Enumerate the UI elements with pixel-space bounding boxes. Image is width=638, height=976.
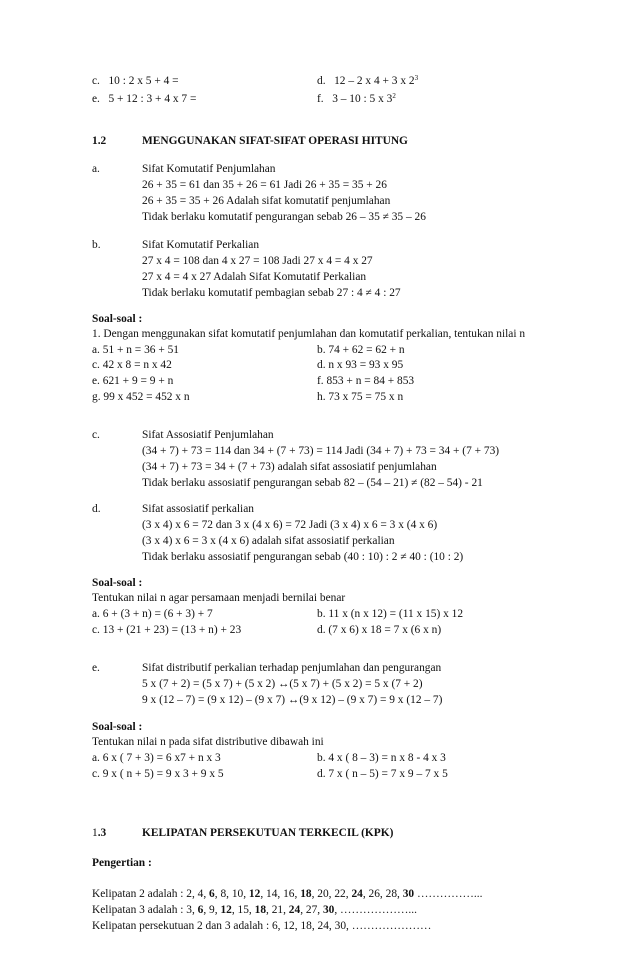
soal-heading: Soal-soal : xyxy=(92,313,143,325)
block-heading: Sifat Assosiatif Penjumlahan xyxy=(142,429,274,441)
exercise-c: c. 10 : 2 x 5 + 4 = xyxy=(92,75,179,87)
block-heading: Sifat distributif perkalian terhadap penjumlahan dan pengurangan xyxy=(142,662,442,674)
exercise-item: b. 11 x (n x 12) = (11 x 15) x 12 xyxy=(317,608,464,620)
exercise-item: d. (7 x 6) x 18 = 7 x (6 x n) xyxy=(317,624,442,636)
section-number: 1.2 xyxy=(92,135,107,147)
text-line: 5 x (7 + 2) = (5 x 7) + (5 x 2) ↔(5 x 7) + (5 x 2) = 5 x (7 + 2) xyxy=(142,678,423,690)
text-line: Tidak berlaku komutatif pengurangan sebab 26 – 35 ≠ 35 – 26 xyxy=(142,211,426,223)
text-line: Tidak berlaku assosiatif pengurangan sebab (40 : 10) : 2 ≠ 40 : (10 : 2) xyxy=(142,551,464,563)
exercise-item: b. 4 x ( 8 – 3) = n x 8 - 4 x 3 xyxy=(317,752,446,764)
block-label: a. xyxy=(92,163,100,175)
exercise-item: d. 7 x ( n – 5) = 7 x 9 – 7 x 5 xyxy=(317,768,448,780)
text-line: 27 x 4 = 4 x 27 Adalah Sifat Komutatif Perkalian xyxy=(142,271,367,283)
block-label: e. xyxy=(92,662,100,674)
text-line: (34 + 7) + 73 = 114 dan 34 + (7 + 73) = 114 Jadi (34 + 7) + 73 = 34 + (7 + 73) xyxy=(142,445,500,457)
soal-instruction: Tentukan nilai n pada sifat distributive dibawah ini xyxy=(92,736,324,748)
exercise-item: h. 73 x 75 = 75 x n xyxy=(317,391,404,403)
exercise-e: e. 5 + 12 : 3 + 4 x 7 = xyxy=(92,93,197,105)
exercise-item: c. 9 x ( n + 5) = 9 x 3 + 9 x 5 xyxy=(92,768,224,780)
block-label: c. xyxy=(92,429,100,441)
pengertian-heading: Pengertian : xyxy=(92,857,152,869)
exercise-item: e. 621 + 9 = 9 + n xyxy=(92,375,174,387)
exercise-item: a. 51 + n = 36 + 51 xyxy=(92,344,179,356)
exercise-item: a. 6 x ( 7 + 3) = 6 x7 + n x 3 xyxy=(92,752,221,764)
soal-heading: Soal-soal : xyxy=(92,721,143,733)
text-line: Tidak berlaku assosiatif pengurangan sebab 82 – (54 – 21) ≠ (82 – 54) - 21 xyxy=(142,477,483,489)
exercise-d: d. 12 – 2 x 4 + 3 x $2^3$ xyxy=(317,74,419,87)
section-number: 1.3 xyxy=(92,827,107,839)
block-label: b. xyxy=(92,239,101,251)
common-multiples-line: Kelipatan persekutuan 2 dan 3 adalah : 6, 12, 18, 24, 30, ………………… xyxy=(92,920,432,932)
block-heading: Sifat Komutatif Penjumlahan xyxy=(142,163,276,175)
text-line: (3 x 4) x 6 = 3 x (4 x 6) adalah sifat assosiatif perkalian xyxy=(142,535,395,547)
text-line: 27 x 4 = 108 dan 4 x 27 = 108 Jadi 27 x 4 = 4 x 27 xyxy=(142,255,373,267)
text-line: 26 + 35 = 61 dan 35 + 26 = 61 Jadi 26 + 35 = 35 + 26 xyxy=(142,179,387,191)
exercise-item: f. 853 + n = 84 + 853 xyxy=(317,375,415,387)
soal-instruction: 1. Dengan menggunakan sifat komutatif penjumlahan dan komutatif perkalian, tentukan nilai n xyxy=(92,328,526,340)
exercise-item: c. 13 + (21 + 23) = (13 + n) + 23 xyxy=(92,624,242,636)
soal-instruction: Tentukan nilai n agar persamaan menjadi bernilai benar xyxy=(92,592,346,604)
text-line: 9 x (12 – 7) = (9 x 12) – (9 x 7) ↔(9 x 12) – (9 x 7) = 9 x (12 – 7) xyxy=(142,694,443,706)
multiples-of-3-line: Kelipatan 3 adalah : 3, 6, 9, 12, 15, 18, 21, 24, 27, 30, ………………... xyxy=(92,904,417,916)
exercise-item: g. 99 x 452 = 452 x n xyxy=(92,391,190,403)
exercise-f: f. 3 – 10 : 5 x $3^2$ xyxy=(317,92,396,105)
multiples-of-2-line: Kelipatan 2 adalah : 2, 4, 6, 8, 10, 12, 14, 16, 18, 20, 22, 24, 26, 28, 30 ……………... xyxy=(92,888,483,900)
exercise-item: c. 42 x 8 = n x 42 xyxy=(92,359,172,371)
block-heading: Sifat Komutatif Perkalian xyxy=(142,239,260,251)
text-line: (3 x 4) x 6 = 72 dan 3 x (4 x 6) = 72 Jadi (3 x 4) x 6 = 3 x (4 x 6) xyxy=(142,519,438,531)
exercise-item: d. n x 93 = 93 x 95 xyxy=(317,359,404,371)
text-line: Tidak berlaku komutatif pembagian sebab 27 : 4 ≠ 4 : 27 xyxy=(142,287,401,299)
section-title: MENGGUNAKAN SIFAT-SIFAT OPERASI HITUNG xyxy=(142,135,408,147)
soal-heading: Soal-soal : xyxy=(92,577,143,589)
exercise-item: a. 6 + (3 + n) = (6 + 3) + 7 xyxy=(92,608,213,620)
text-line: (34 + 7) + 73 = 34 + (7 + 73) adalah sifat assosiatif penjumlahan xyxy=(142,461,437,473)
text-line: 26 + 35 = 35 + 26 Adalah sifat komutatif penjumlahan xyxy=(142,195,391,207)
section-title: KELIPATAN PERSEKUTUAN TERKECIL (KPK) xyxy=(142,827,394,839)
block-heading: Sifat assosiatif perkalian xyxy=(142,503,254,515)
block-label: d. xyxy=(92,503,101,515)
exercise-item: b. 74 + 62 = 62 + n xyxy=(317,344,405,356)
